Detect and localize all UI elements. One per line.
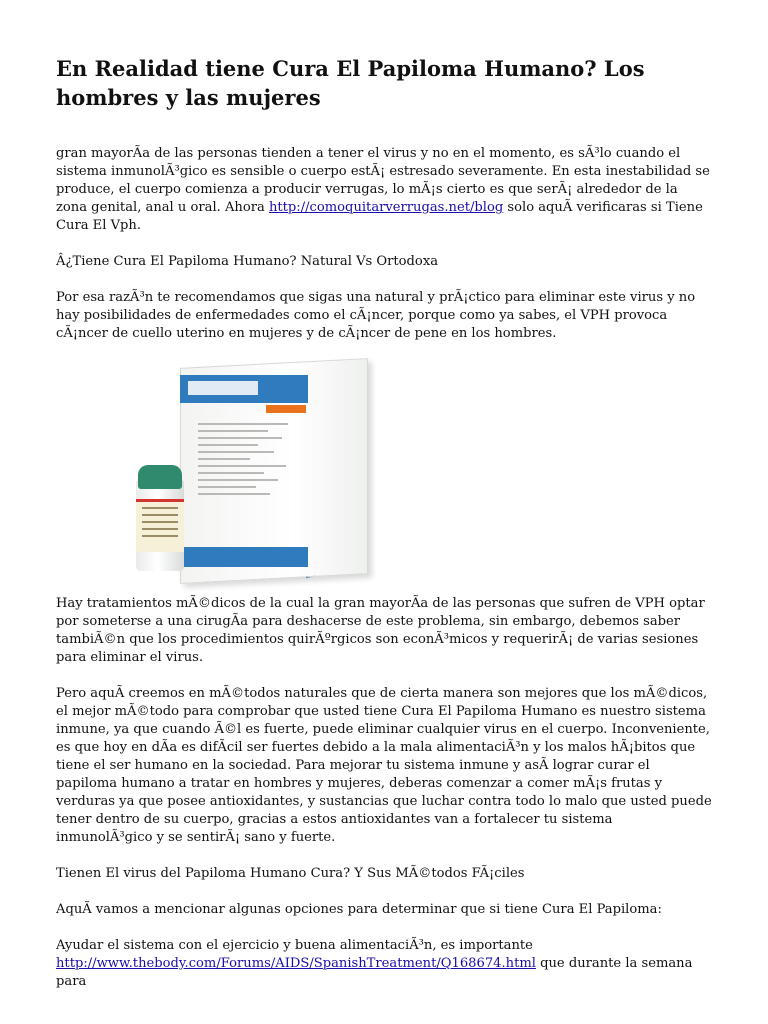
page-title: En Realidad tiene Cura El Papiloma Humano? Los hombres y las mujeres — [56, 56, 645, 110]
box-bottom-band — [180, 547, 308, 567]
paragraph-text: solo aquÃ verificaras si Tiene Cura El Vph. — [56, 200, 703, 233]
subheading-natural-vs-ortodoxa: Â¿Tiene Cura El Papiloma Humano? Natural Vs Ortodoxa — [56, 254, 439, 269]
box-printed-text — [198, 423, 294, 500]
thebody-link[interactable]: http://www.thebody.com/Forums/AIDS/SpanishTreatment/Q168674.html — [56, 956, 536, 971]
vial-cap — [138, 465, 182, 489]
subheading-metodos-faciles: Tienen El virus del Papiloma Humano Cura? Y Sus MÃ©todos FÃ¡ciles — [56, 866, 525, 881]
paragraph-tratamientos: Hay tratamientos mÃ©dicos de la cual la gran mayorÃa de las personas que sufren de VPH optar por someterse a una cirugÃa para deshacerse de este problema, sin embargo, debemos saber tambiÃ©n que los procedimientos quirÃºrgicos son econÃ³micos y requerirÃ¡ de varias sesiones para eliminar el virus. — [56, 596, 705, 665]
comoquitarverrugas-link[interactable]: http://comoquitarverrugas.net/blog — [268, 200, 504, 215]
vial-label — [136, 499, 184, 552]
paragraph-intro — [56, 145, 712, 235]
vaccine-product-image — [136, 361, 376, 579]
paragraph-text: gran mayorÃa de las personas tienden a tener el virus y no en el momento, es sÃ³lo cuando el sistema inmunolÃ³gico es sensible o cuerpo estÃ¡ estresado severamente. En esta inestabilidad se produce, el cuerpo comienza a producir verrugas, lo mÃ¡s cierto es que serÃ¡ alrededor de la zona genital, anal u oral. Ahora — [56, 146, 710, 215]
paragraph-text: Ayudar el sistema con el ejercicio y buena alimentaciÃ³n, es importante — [56, 938, 533, 953]
paragraph-recomendacion: Por esa razÃ³n te recomendamos que sigas una natural y prÃ¡ctico para eliminar este virus y no hay posibilidades de enfermedades como el cÃ¡ncer, porque como ya sabes, el VPH provoca cÃ¡ncer de cuello uterino en mujeres y de cÃ¡ncer de pene en los hombres. — [56, 290, 696, 341]
refrigerate-band — [266, 405, 306, 413]
paragraph-ejercicio — [56, 937, 712, 991]
paragraph-opciones: AquÃ vamos a mencionar algunas opciones para determinar que si tiene Cura El Papiloma: — [56, 902, 662, 917]
paragraph-text: que durante la semana para — [56, 956, 693, 989]
paragraph-metodos-naturales: Pero aquÃ creemos en mÃ©todos naturales que de cierta manera son mejores que los mÃ©dicos, el mejor mÃ©todo para comprobar que usted tiene Cura El Papiloma Humano es nuestro sistema inmune, ya que cuando Ã©l es fuerte, puede eliminar cualquier virus en el cuerpo. Inconveniente, es que hoy en dÃa es difÃcil ser fuertes debido a la mala alimentaciÃ³n y los malos hÃ¡bitos que tiene el ser humano en la sociedad. Para mejorar tu sistema inmune y asÃ lograr curar el papiloma humano a tratar en hombres y mujeres, deberas comenzar a comer mÃ¡s frutas y verduras ya que posee antioxidantes, y sustancias que luchar contra todo lo malo que usted puede tener dentro de su cuerpo, gracias a estos antioxidantes van a fortalecer tu sistema inmunolÃ³gico y se sentirÃ¡ sano y fuerte. — [56, 686, 712, 845]
box-brand-label — [188, 381, 258, 395]
